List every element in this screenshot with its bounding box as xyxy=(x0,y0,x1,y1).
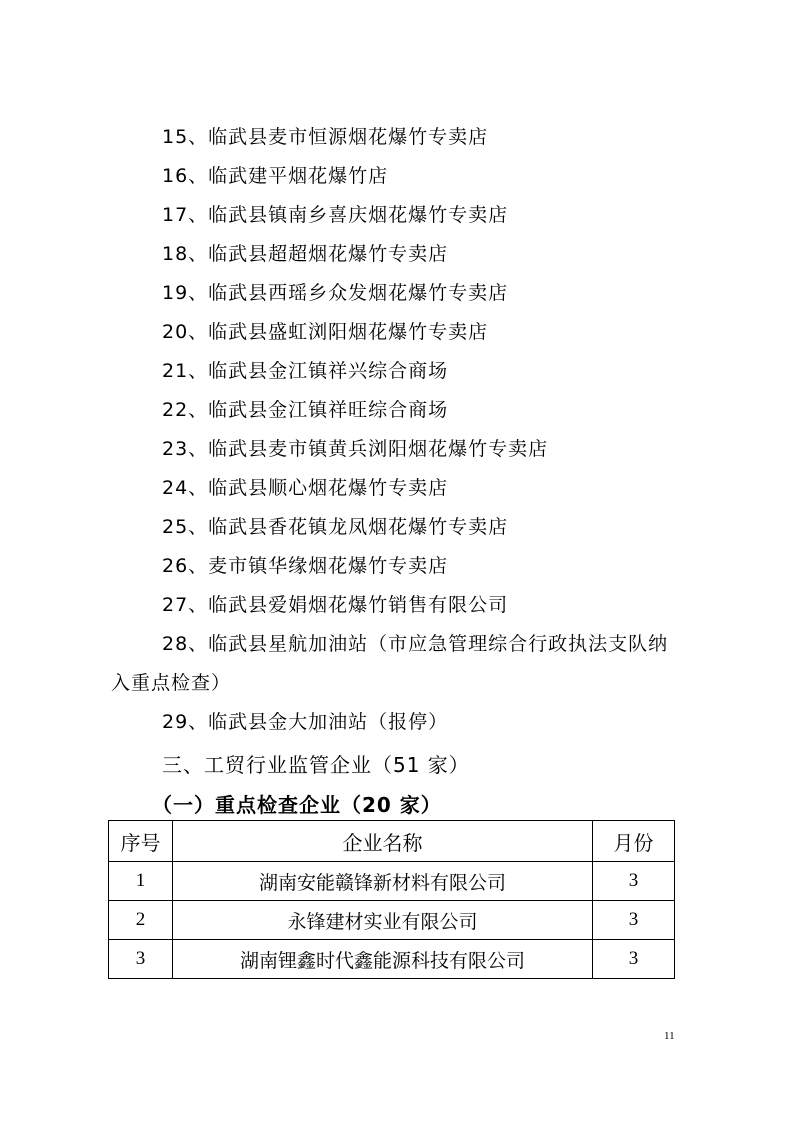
header-serial: 序号 xyxy=(109,821,173,862)
cell-serial: 3 xyxy=(109,940,173,979)
list-item: 19、临武县西瑶乡众发烟花爆竹专卖店 xyxy=(162,282,509,304)
table-row xyxy=(109,862,675,901)
list-item: 20、临武县盛虹浏阳烟花爆竹专卖店 xyxy=(162,321,489,343)
list-item-28-line1: 28、临武县星航加油站（市应急管理综合行政执法支队纳 xyxy=(162,633,669,655)
header-month: 月份 xyxy=(593,821,675,862)
list-item: 17、临武县镇南乡喜庆烟花爆竹专卖店 xyxy=(162,204,509,226)
list-item: 22、临武县金江镇祥旺综合商场 xyxy=(162,399,449,421)
section-heading: 三、工贸行业监管企业（51 家） xyxy=(162,753,470,777)
list-item: 26、麦市镇华缘烟花爆竹专卖店 xyxy=(162,555,449,577)
table-row xyxy=(109,901,675,940)
list-item: 24、临武县顺心烟花爆竹专卖店 xyxy=(162,477,449,499)
page-number: 11 xyxy=(664,1030,675,1042)
list-item: 23、临武县麦市镇黄兵浏阳烟花爆竹专卖店 xyxy=(162,438,549,460)
cell-company-name: 湖南安能赣锋新材料有限公司 xyxy=(173,862,593,901)
list-item: 21、临武县金江镇祥兴综合商场 xyxy=(162,360,449,382)
cell-company-name: 湖南锂鑫时代鑫能源科技有限公司 xyxy=(173,940,593,979)
list-item-28-line2: 入重点检查） xyxy=(111,672,232,694)
list-item-29: 29、临武县金大加油站（报停） xyxy=(162,711,449,733)
cell-month: 3 xyxy=(593,862,675,901)
list-item: 18、临武县超超烟花爆竹专卖店 xyxy=(162,243,449,265)
cell-company-name: 永锋建材实业有限公司 xyxy=(173,901,593,940)
header-company-name: 企业名称 xyxy=(173,821,593,862)
list-item: 15、临武县麦市恒源烟花爆竹专卖店 xyxy=(162,126,489,148)
list-item: 16、临武建平烟花爆竹店 xyxy=(162,165,389,187)
subsection-heading: （一）重点检查企业（20 家） xyxy=(152,793,442,817)
cell-month: 3 xyxy=(593,901,675,940)
table-row xyxy=(109,940,675,979)
list-item: 27、临武县爱娟烟花爆竹销售有限公司 xyxy=(162,594,509,616)
cell-month: 3 xyxy=(593,940,675,979)
store-list xyxy=(0,118,793,742)
list-item: 25、临武县香花镇龙凤烟花爆竹专卖店 xyxy=(162,516,509,538)
cell-serial: 1 xyxy=(109,862,173,901)
table-header-row xyxy=(109,821,675,862)
cell-serial: 2 xyxy=(109,901,173,940)
company-table xyxy=(108,820,675,979)
